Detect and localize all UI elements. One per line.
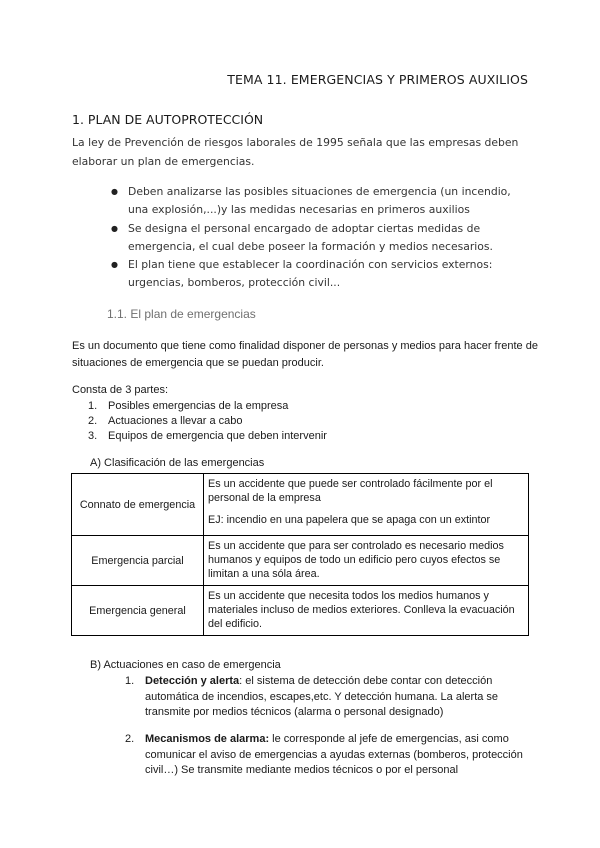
description-text: Es un accidente que puede ser controlado fácilmente por el personal de la empresa — [208, 478, 493, 504]
table-row — [72, 474, 529, 536]
document-title: TEMA 11. EMERGENCIAS Y PRIMEROS AUXILIOS — [227, 72, 528, 87]
list-number: 3. — [88, 430, 98, 442]
action-text: : el sistema de detección debe contar con detección automática de incendios, escapes,etc. Y detección humana. La alerta se transmite por medios técnicos (alarma o personal designado) — [145, 675, 499, 718]
list-text: Actuaciones a llevar a cabo — [108, 415, 243, 427]
parts-list — [88, 399, 327, 444]
section-heading-plan-autoproteccion: 1. PLAN DE AUTOPROTECCIÓN — [72, 112, 264, 127]
bullet-list — [128, 183, 528, 293]
sub-heading-actuaciones: B) Actuaciones en caso de emergencia — [90, 659, 281, 671]
list-number: 1. — [125, 675, 135, 687]
emergency-description-cell — [204, 474, 529, 536]
action-title: Mecanismos de alarma: — [145, 733, 270, 745]
list-item — [88, 399, 327, 414]
list-text: Equipos de emergencia que deben intervenir — [108, 430, 327, 442]
emergency-classification-table — [71, 473, 529, 636]
bullet-item: ● El plan tiene que establecer la coordinación con servicios externos: urgencias, bomberos, protección civil... — [128, 256, 528, 293]
list-number: 1. — [88, 400, 98, 412]
table-row — [72, 586, 529, 636]
action-title: Detección y alerta — [145, 675, 240, 687]
emergency-type-cell: Connato de emergencia — [72, 474, 204, 536]
parts-intro: Consta de 3 partes: — [72, 384, 169, 396]
list-item — [88, 414, 327, 429]
action-item-deteccion — [125, 674, 525, 721]
description-text: Es un accidente que para ser controlado es necesario medios humanos y equipos de todo un edificio pero cuyos efectos se limitan a una sóla área. — [208, 540, 504, 580]
definition-paragraph: Es un documento que tiene como finalidad disponer de personas y medios para hacer frente de situaciones de emergencia que se puedan producir. — [72, 340, 538, 369]
bullet-item: ● Deben analizarse las posibles situaciones de emergencia (un incendio, una explosión,...)y las medidas necesarias en primeros auxilios — [128, 183, 528, 220]
list-text: Posibles emergencias de la empresa — [108, 400, 289, 412]
emergency-type-cell: Emergencia general — [72, 586, 204, 636]
list-number: 2. — [88, 415, 98, 427]
table-row — [72, 536, 529, 586]
subsection-heading-plan-emergencias: 1.1. El plan de emergencias — [107, 307, 256, 321]
sub-heading-clasificacion: A) Clasificación de las emergencias — [90, 457, 265, 469]
emergency-description-cell — [204, 586, 529, 636]
intro-paragraph: La ley de Prevención de riesgos laborales de 1995 señala que las empresas deben elaborar un plan de emergencias. — [72, 136, 519, 168]
description-text: Es un accidente que necesita todos los medios humanos y materiales incluso de medios exteriores. Conlleva la evacuación del edificio. — [208, 590, 515, 630]
emergency-description-cell — [204, 536, 529, 586]
action-item-alarma — [125, 732, 525, 779]
action-text: le corresponde al jefe de emergencias, asi como comunicar el aviso de emergencias a ayudas externas (bomberos, protección civil…) Se transmite mediante medios técnicos o por el personal — [145, 733, 523, 776]
emergency-type-cell: Emergencia parcial — [72, 536, 204, 586]
example-text: EJ: incendio en una papelera que se apaga con un extintor — [208, 514, 491, 526]
list-item — [88, 429, 327, 444]
list-number: 2. — [125, 733, 135, 745]
bullet-item: ● Se designa el personal encargado de adoptar ciertas medidas de emergencia, el cual debe poseer la formación y medios necesarios. — [128, 220, 528, 257]
